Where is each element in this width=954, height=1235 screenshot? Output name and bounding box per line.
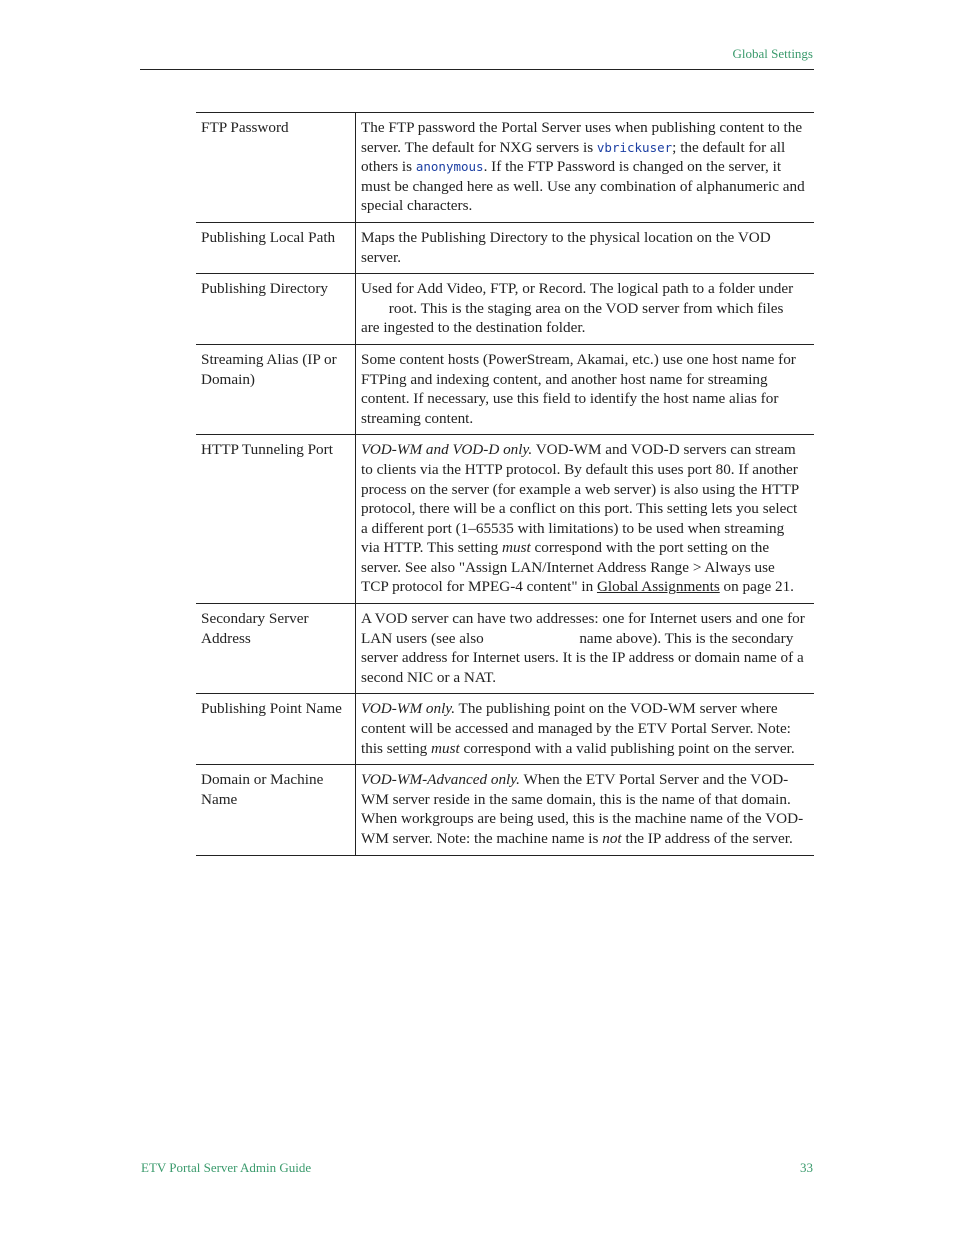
setting-name: Domain or Machine Name xyxy=(196,765,356,855)
description-text: The publishing point on the VOD-WM server where content will be accessed and managed by the ETV Portal Server. Note: this setting xyxy=(361,700,791,757)
settings-table xyxy=(196,112,814,856)
setting-description xyxy=(356,694,815,765)
description-text: ; the default for all others is xyxy=(361,138,786,176)
description-text: the IP address of the server. xyxy=(621,830,793,847)
emphasis: must xyxy=(502,539,531,557)
description-text: on page 21. xyxy=(719,578,794,596)
table-row xyxy=(196,274,814,345)
setting-name: Publishing Point Name xyxy=(196,694,356,765)
applicability-note: VOD-WM only. xyxy=(361,700,456,718)
footer-guide-title: ETV Portal Server Admin Guide xyxy=(141,1160,312,1175)
setting-name: Streaming Alias (IP or Domain) xyxy=(196,344,356,434)
setting-name: Secondary Server Address xyxy=(196,604,356,694)
description-text: When the ETV Portal Server and the VOD-WM server reside in the same domain, this is the name of that domain. When workgroups are being used, this is the machine name of the VOD-WM server. Note: the machine name is xyxy=(361,771,804,847)
running-header: Global Settings xyxy=(732,46,813,61)
table-row xyxy=(196,604,814,694)
description-text: VOD-WM and VOD-D servers can stream to clients via the HTTP protocol. By default this uses port 80. If another process on the server (for example a web server) is also using the HTTP protocol, there will be a conflict on this port. This setting lets you select a different port (1–65535 with limitations) to be used when streaming via HTTP. This setting xyxy=(361,441,799,557)
table-row xyxy=(196,435,814,604)
table-row xyxy=(196,694,814,765)
page-number: 33 xyxy=(800,1160,813,1175)
emphasis: must xyxy=(431,739,460,757)
setting-description xyxy=(356,222,815,273)
setting-name: Publishing Directory xyxy=(196,274,356,345)
setting-description xyxy=(356,435,815,604)
applicability-note: VOD-WM-Advanced only. xyxy=(361,771,520,789)
table-row xyxy=(196,222,814,273)
description-text: root. This is the staging area on the VOD server from which files are ingested to the destination folder. xyxy=(361,299,784,337)
table-row xyxy=(196,765,814,855)
description-text: name above). This is the secondary server address for Internet users. It is the IP address or domain name of a second NIC or a NAT. xyxy=(361,629,804,686)
setting-description xyxy=(356,274,815,345)
global-assignments-link[interactable]: Global Assignments xyxy=(596,578,720,596)
description-text: correspond with the port setting on the server. See also "Assign LAN/Internet Address Range > Always use TCP protocol for MPEG-4 content" in xyxy=(361,539,775,596)
setting-name: FTP Password xyxy=(196,113,356,223)
applicability-note: VOD-WM and VOD-D only. xyxy=(361,441,533,459)
description-text: Maps the Publishing Directory to the physical location on the VOD server. xyxy=(361,228,771,266)
description-text: The FTP password the Portal Server uses when publishing content to the server. The default for NXG servers is xyxy=(361,119,803,156)
description-text: Used for Add Video, FTP, or Record. The logical path to a folder under xyxy=(361,280,794,298)
default-value-code: anonymous xyxy=(415,159,484,175)
setting-name: HTTP Tunneling Port xyxy=(196,435,356,604)
default-value-code: vbrickuser xyxy=(596,139,673,155)
table-row xyxy=(196,344,814,434)
table-row xyxy=(196,113,814,223)
description-text: correspond with a valid publishing point on the server. xyxy=(459,739,795,757)
setting-description xyxy=(356,765,815,855)
setting-name: Publishing Local Path xyxy=(196,222,356,273)
description-text: Some content hosts (PowerStream, Akamai, etc.) use one host name for FTPing and indexing content, and another host name for streaming content. If necessary, use this field to identify the host name alias for streaming content. xyxy=(361,350,796,427)
description-text: . If the FTP Password is changed on the server, it must be changed here as well. Use any combination of alphanumeric and special characters. xyxy=(361,158,805,215)
header-rule xyxy=(140,69,814,70)
emphasis: not xyxy=(602,830,622,847)
setting-description xyxy=(356,113,815,223)
description-text: A VOD server can have two addresses: one for Internet users and one for LAN users (see also xyxy=(361,610,805,647)
setting-description xyxy=(356,344,815,434)
setting-description xyxy=(356,604,815,694)
